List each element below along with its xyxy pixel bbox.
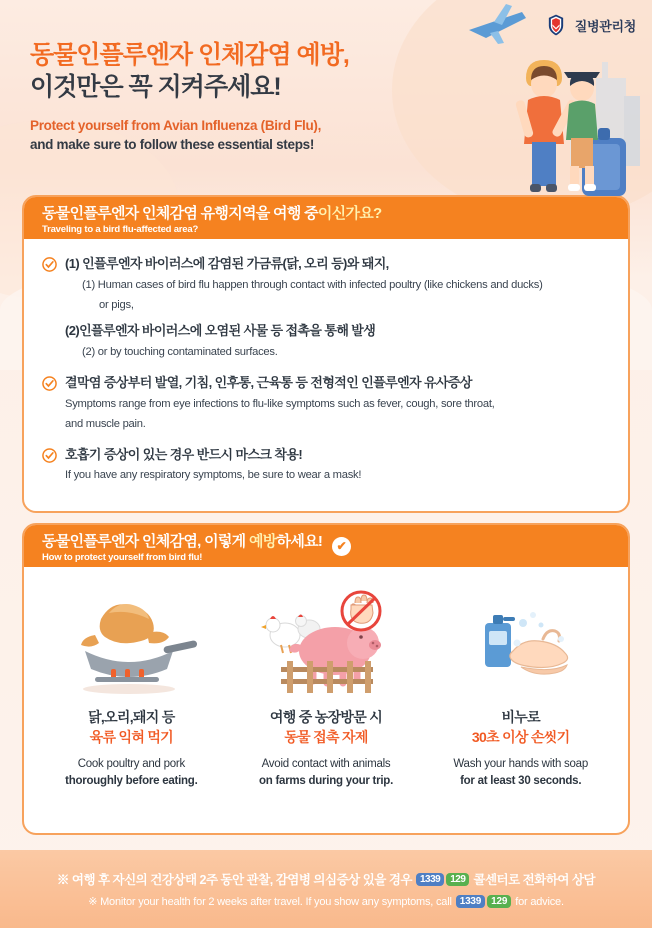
- prevention-card-2: [229, 589, 424, 790]
- card2-ko: [235, 707, 418, 748]
- bullet1-en: (1) Human cases of bird flu happen through contact with infected poultry (like chickens and ducks): [82, 278, 543, 291]
- footer-banner: [0, 850, 652, 928]
- section2-header-ko-part1: 동물인플루엔자 인체감염, 이렇게: [42, 532, 249, 550]
- no-touch-badge-icon: [342, 592, 380, 630]
- card1-ko: [40, 707, 223, 748]
- card2-en-line1: Avoid contact with animals: [261, 757, 391, 770]
- list-item: [42, 255, 610, 361]
- card1-en-line1: Cook poultry and pork: [77, 757, 185, 770]
- section2-header: [24, 525, 628, 567]
- hotline-129-badge: 129: [446, 873, 469, 886]
- bullet1-ko: (1) 인플루엔자 바이러스에 감염된 가금류(닭, 오리 등)와 돼지,: [65, 256, 389, 271]
- card2-art: [235, 589, 418, 699]
- card3-en-line2: for at least 30 seconds.: [460, 774, 582, 787]
- section1-header-en: Traveling to a bird flu-affected area?: [42, 223, 199, 235]
- card1-ko-line2: 육류 익혀 먹기: [89, 729, 173, 746]
- section1-header-ko-plain: 동물인플루엔자 인체감염 유행지역을 여행 중: [42, 204, 318, 222]
- kdca-emblem-icon: [543, 12, 569, 38]
- hotline-1339-badge-en: 1339: [456, 895, 485, 908]
- footer-ko-after: 콜센터로 전화하여 상담: [473, 873, 596, 887]
- section1-header-ko: [42, 202, 382, 223]
- card3-en: [429, 756, 612, 791]
- card2-ko-line2: 동물 접촉 자제: [284, 729, 368, 746]
- bullet1-en-cont: or pigs,: [99, 298, 134, 311]
- handwashing-soap-icon: [451, 589, 591, 699]
- card3-art: [429, 589, 612, 699]
- headline-block: [30, 40, 349, 152]
- headline-ko-line2: 이것만은 꼭 지켜주세요!: [30, 73, 281, 102]
- list-item: [42, 446, 610, 485]
- section2-header-ko-highlight: 예방: [248, 532, 277, 550]
- card3-ko-line1: 비누로: [501, 709, 540, 725]
- section2-header-ko: [42, 530, 322, 551]
- footer-en-hotlines: [456, 895, 512, 908]
- card3-ko-line2: 30초 이상 손씻기: [471, 729, 570, 746]
- card1-ko-line1: 닭,오리,돼지 등: [88, 709, 175, 725]
- card3-ko: [429, 707, 612, 748]
- bullet3-en: If you have any respiratory symptoms, be sure to wear a mask!: [65, 469, 362, 482]
- footer-ko-hotlines: [416, 873, 469, 886]
- bullet1-sub-ko: (2)인플루엔자 바이러스에 오염된 사물 등 접촉을 통해 발생: [65, 323, 376, 339]
- headline-en-line2: and make sure to follow these essential steps!: [30, 136, 315, 152]
- agency-name: 질병관리청: [574, 18, 636, 34]
- bullet2-en-cont: and muscle pain.: [65, 417, 146, 430]
- card1-en: [40, 756, 223, 791]
- bullet2-en: Symptoms range from eye infections to flu-like symptoms such as fever, cough, sore throat,: [65, 397, 495, 410]
- section1-header-ko-highlight: 이신가요?: [317, 204, 382, 222]
- hotline-129-badge-en: 129: [487, 895, 511, 908]
- footer-en-before: ※ Monitor your health for 2 weeks after travel. If you show any symptoms, call: [88, 896, 452, 908]
- check-circle-icon: [42, 376, 57, 391]
- prevention-cards: [24, 567, 628, 790]
- farm-animals-no-contact-icon: [251, 589, 401, 699]
- card3-en-line1: Wash your hands with soap: [453, 757, 588, 770]
- section-prevention: [22, 523, 630, 835]
- headline-ko-line1: 동물인플루엔자 인체감염 예방,: [30, 41, 349, 69]
- card2-en-line2: on farms during your trip.: [258, 774, 394, 787]
- check-circle-icon: [42, 448, 57, 463]
- footer-en-after: for advice.: [515, 895, 564, 908]
- footer-en: [88, 895, 564, 908]
- hotline-1339-badge: 1339: [416, 873, 444, 886]
- list-item: [42, 374, 610, 432]
- bullet3-ko: 호흡기 증상이 있는 경우 반드시 마스크 착용!: [65, 446, 303, 462]
- check-circle-icon: [42, 257, 57, 272]
- card1-en-line2: thoroughly before eating.: [65, 774, 198, 787]
- section2-header-en: How to protect yourself from bird flu!: [42, 551, 203, 563]
- prevention-card-3: [423, 589, 618, 790]
- airplane-icon: [469, 4, 526, 44]
- footer-ko: [57, 870, 595, 888]
- prevention-card-1: [34, 589, 229, 790]
- card2-ko-line1: 여행 중 농장방문 시: [269, 709, 383, 725]
- agency-logo: [543, 12, 636, 38]
- check-badge-icon: ✔: [332, 537, 351, 556]
- card1-art: [40, 589, 223, 699]
- card2-en: [235, 756, 418, 791]
- section-travel-info: [22, 195, 630, 513]
- bullet2-ko: 결막염 증상부터 발열, 기침, 인후통, 근육통 등 전형적인 인플루엔자 유사증상: [65, 375, 472, 391]
- headline-en-line1: Protect yourself from Avian Influenza (Bird Flu),: [30, 117, 322, 133]
- footer-ko-before: ※ 여행 후 자신의 건강상태 2주 동안 관찰, 감염병 의심증상 있을 경우: [56, 873, 412, 887]
- section1-bullet-list: [24, 239, 628, 501]
- section2-header-ko-part2: 하세요!: [276, 532, 323, 550]
- cooked-poultry-pan-icon: [61, 589, 201, 699]
- bullet1-sub-en: (2) or by touching contaminated surfaces.: [82, 346, 278, 359]
